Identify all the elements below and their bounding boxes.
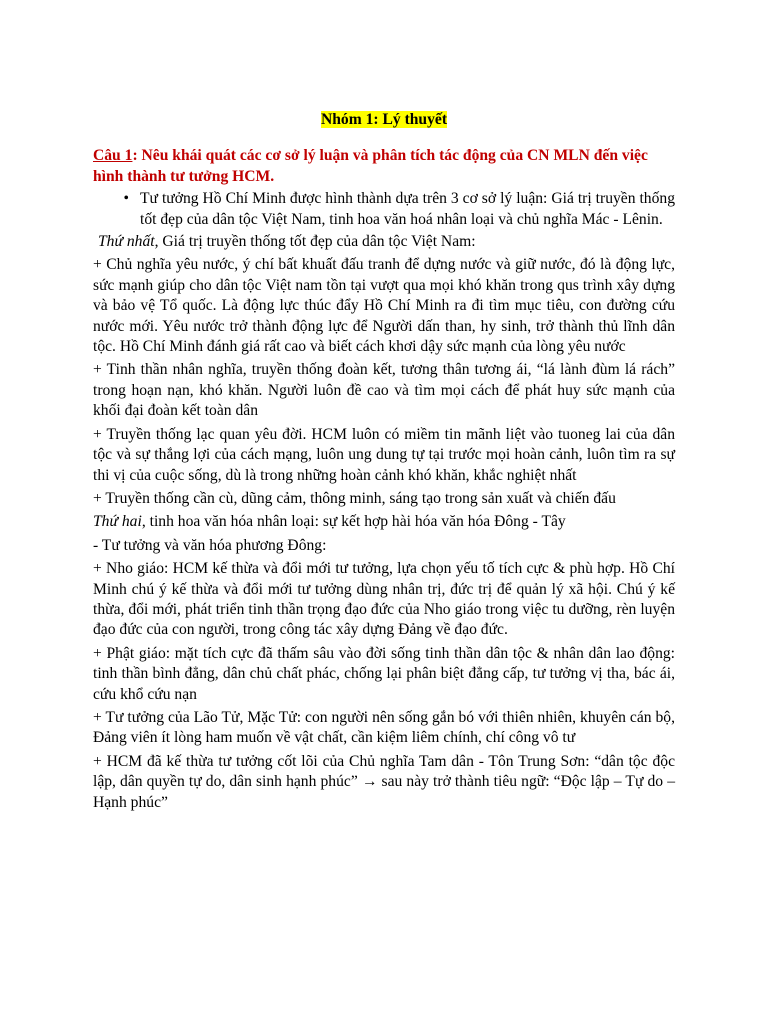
paragraph: + Nho giáo: HCM kế thừa và đổi mới tư tưởng, lựa chọn yếu tố tích cực & phù hợp. Hồ Chí Minh chú ý kế thừa và đổi mới tư tưởng dùng nhân trị, đức trị để quản lý xã hội. Chú ý kế thừa, đổi mới, phát triển tinh thần trọng đạo đức của Nho giáo trong việc tu dưỡng, rèn luyện đạo đức của con người, trong công tác xây dựng Đảng về đạo đức.: [93, 560, 675, 639]
paragraph-last: [93, 752, 675, 813]
arrow-right-icon: →: [361, 773, 378, 791]
section-1-rest: , Giá trị truyền thống tốt đẹp của dân tộc Việt Nam:: [154, 233, 476, 251]
last-before: + HCM đã kế thừa tư tưởng cốt lõi của Chủ nghĩa Tam dân - Tôn Trung Sơn: “dân tộc độc lập, dân quyền tự do, dân sinh hạnh phúc”: [93, 752, 675, 791]
paragraph: + Tư tưởng của Lão Tử, Mặc Tử: con người nên sống gắn bó với thiên nhiên, khuyên cán bộ, Đảng viên ít lòng ham muốn về vật chất, cần kiệm liêm chính, chí công vô tư: [93, 708, 675, 747]
paragraph: + Chủ nghĩa yêu nước, ý chí bất khuất đấu tranh để dựng nước và giữ nước, đó là động lực, sức mạnh giúp cho dân tộc Việt nam tồn tại vượt qua mọi khó khăn trong qus trình xây dựng và bảo vệ Tổ quốc. Là động lực thúc đẩy Hồ Chí Minh ra đi tìm mục tiêu, con đường cứu nước mới. Yêu nước trở thành động lực để Người dấn than, hy sinh, trở thành thủ lĩnh dân tộc. Hồ Chí Minh đánh giá rất cao và biết cách khơi dậy sức mạnh của lòng yêu nước: [93, 256, 675, 356]
title-highlight: Nhóm 1: Lý thuyết: [320, 111, 448, 128]
paragraph: + Truyền thống lạc quan yêu đời. HCM luôn có miềm tin mãnh liệt vào tuoneg lai của dân tộc và sự thắng lợi của cách mạng, luôn ung dung tự tại trước mọi hoàn cảnh, luôn tìm ra sự thi vị của cuộc sống, dù là trong những hoàn cảnh khó khăn, khắc nghiệt nhất: [93, 425, 675, 484]
section-2-lead: Thứ hai: [93, 513, 142, 531]
question-text: : Nêu khái quát các cơ sở lý luận và phân tích tác động của CN MLN đến việc hình thành tư tưởng HCM.: [93, 147, 648, 185]
bullet-text: Tư tưởng Hồ Chí Minh được hình thành dựa trên 3 cơ sở lý luận: Giá trị truyền thống tốt đẹp của dân tộc Việt Nam, tinh hoa văn hoá nhân loại và chủ nghĩa Mác - Lênin.: [140, 190, 675, 228]
bullet-dot-icon: •: [123, 190, 129, 208]
bullet-item: [93, 189, 675, 230]
question-number: Câu 1: [93, 147, 133, 165]
last-after: sau này trở thành tiêu ngữ: “Độc lập – Tự do – Hạnh phúc”: [93, 773, 675, 811]
section-2-rest: , tinh hoa văn hóa nhân loại: sự kết hợp hài hóa văn hóa Đông - Tây: [141, 513, 566, 531]
question-heading: [93, 146, 675, 187]
paragraph: - Tư tưởng và văn hóa phương Đông:: [93, 536, 327, 554]
section-1-heading: [93, 232, 675, 252]
document-title: [93, 110, 675, 130]
section-1-lead: Thứ nhất: [98, 233, 155, 251]
paragraph: + Phật giáo: mặt tích cực đã thấm sâu vào đời sống tinh thần dân tộc & nhân dân lao động: tinh thần bình đẳng, dân chủ chất phác, chống lại phân biệt đẳng cấp, tư tưởng vị tha, bác ái, cứu khổ cứu nạn: [93, 644, 675, 703]
document-content: [93, 110, 675, 816]
paragraph: + Tinh thần nhân nghĩa, truyền thống đoàn kết, tương thân tương ái, “lá lành đùm lá rách” trong hoạn nạn, khó khăn. Người luôn đề cao và tìm mọi cách để phát huy sức mạnh của khối đại đoàn kết toàn dân: [93, 361, 675, 420]
paragraph: + Truyền thống cần cù, dũng cảm, thông minh, sáng tạo trong sản xuất và chiến đấu: [93, 489, 616, 507]
section-2-heading: [93, 512, 675, 532]
